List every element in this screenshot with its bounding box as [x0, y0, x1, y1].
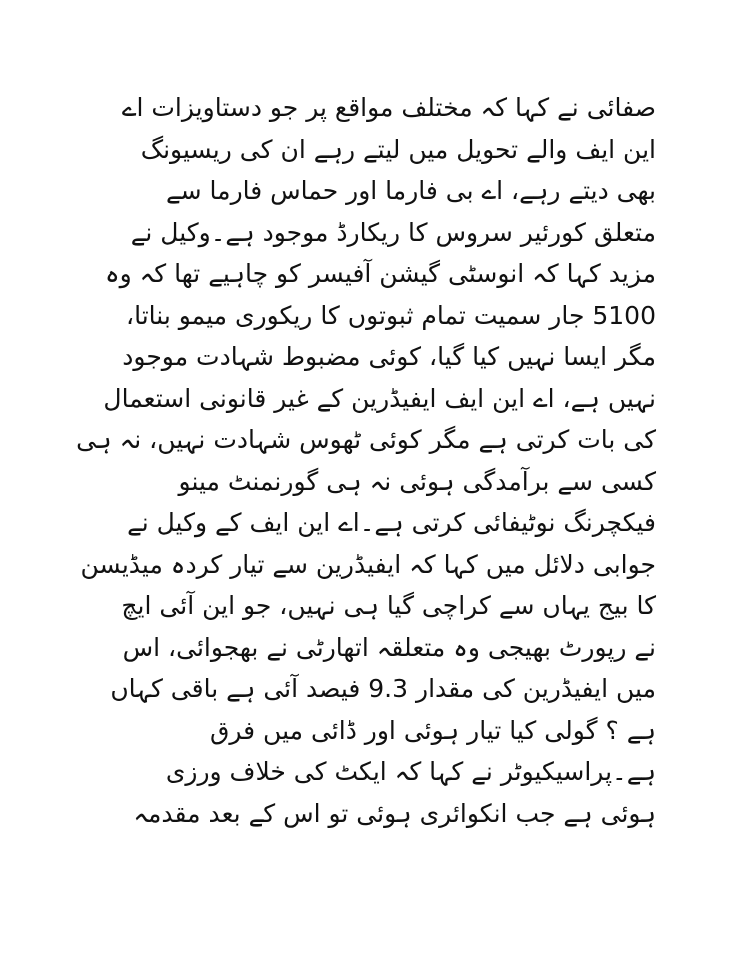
text-line-11: فیکچرنگ نوٹیفائی کرتی ہے۔اے این ایف کے وکیل نے — [127, 508, 656, 537]
text-line-7: مگر ایسا نہیں کیا گیا، کوئی مضبوط شہادت موجود — [122, 342, 656, 371]
text-line-8: نہیں ہے، اے این ایف ایفیڈرین کے غیر قانونی استعمال — [103, 383, 656, 413]
text-line-13: کا بیج یہاں سے کراچی گیا ہی نہیں، جو این آئی ایچ — [121, 591, 656, 620]
text-line-2: این ایف والے تحویل میں لیتے رہے ان کی ریسیونگ — [140, 134, 656, 164]
text-line-17: ہے۔پراسیکیوٹر نے کہا کہ ایکٹ کی خلاف ورزی — [165, 757, 656, 786]
text-line-3: بھی دیتے رہے، اے بی فارما اور حماس فارما سے — [166, 176, 656, 205]
text-line-4: متعلق کورئیر سروس کا ریکارڈ موجود ہے۔وکیل نے — [130, 217, 656, 247]
text-line-16: ہے ؟ گولی کیا تیار ہوئی اور ڈائی میں فرق — [209, 715, 656, 745]
text-line-9: کی بات کرتی ہے مگر کوئی ٹھوس شہادت نہیں، نہ ہی — [76, 425, 656, 454]
text-line-18: ہوئی ہے جب انکوائری ہوئی تو اس کے بعد مقدمہ — [133, 798, 656, 828]
text-line-6: 5100 جار سمیت تمام ثبوتوں کا ریکوری میمو بناتا، — [126, 300, 656, 330]
text-line-5: مزید کہا کہ انوسٹی گیشن آفیسر کو چاہیے تھا کہ وہ — [104, 259, 656, 288]
text-line-12: جوابی دلائل میں کہا کہ ایفیڈرین سے تیار کردہ میڈیسن — [80, 549, 656, 579]
text-line-1: صفائی نے کہا کہ مختلف مواقع پر جو دستاویزات اے — [121, 93, 656, 122]
article-text — [76, 87, 656, 834]
text-line-10: کسی سے برآمدگی ہوئی نہ ہی گورنمنٹ مینو — [178, 466, 656, 496]
text-line-15: میں ایفیڈرین کی مقدار 9.3 فیصد آئی ہے باقی کہاں — [110, 674, 656, 703]
text-line-14: نے رپورٹ بھیجی وہ متعلقہ اتھارٹی نے بھجوائی، اس — [122, 632, 656, 662]
